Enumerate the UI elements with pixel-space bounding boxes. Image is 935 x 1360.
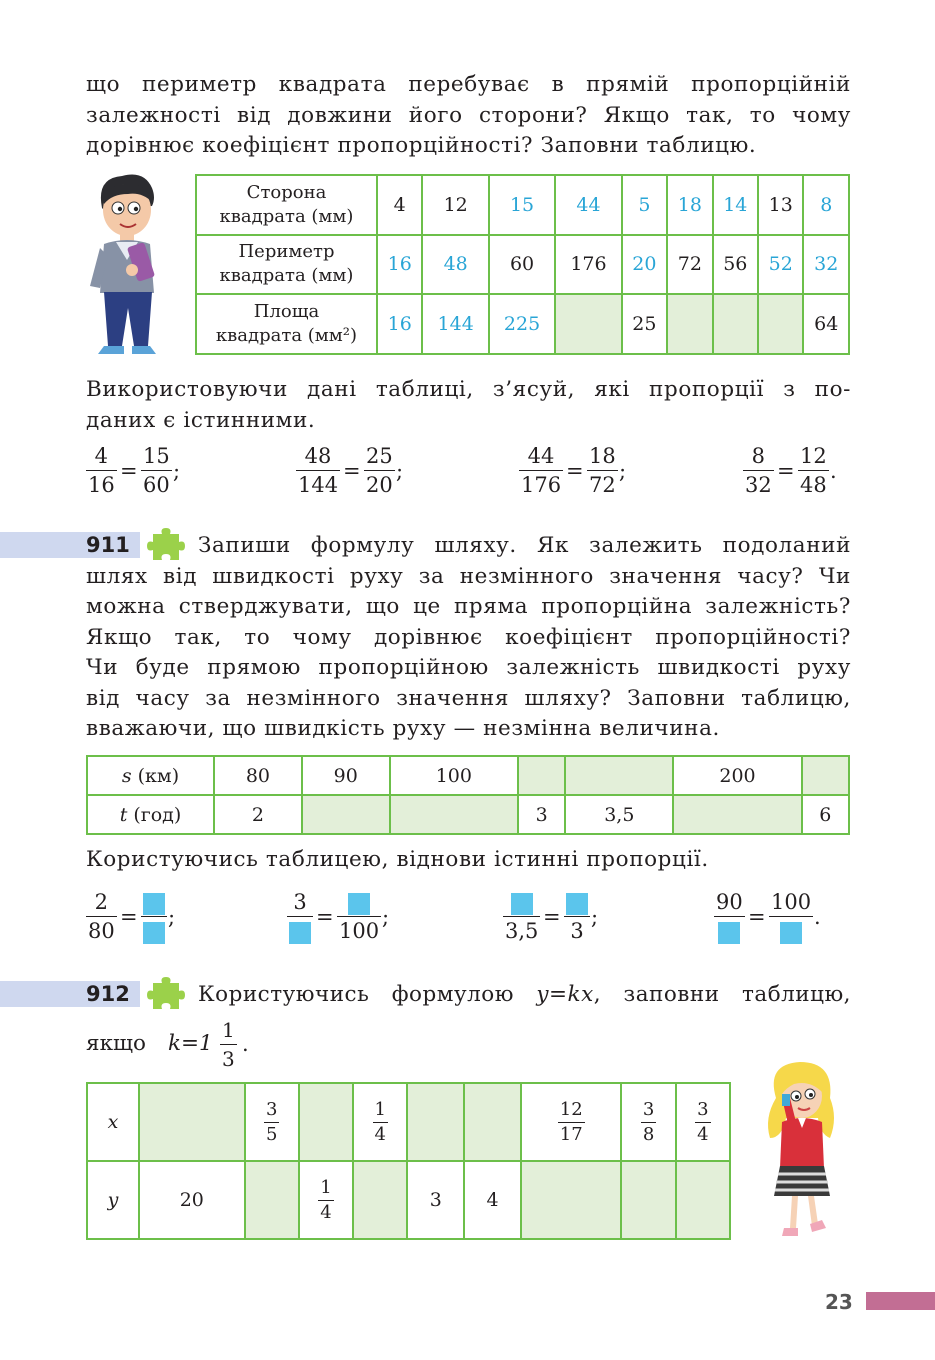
denominator bbox=[287, 917, 313, 945]
task-line: Запиши формулу шляху. Як залежить подоланий bbox=[198, 533, 851, 558]
row-label: x bbox=[87, 1083, 139, 1161]
denominator: 4 bbox=[374, 1123, 386, 1145]
instruction-line: даних є істинними. bbox=[86, 407, 316, 433]
task-911-number: 911 bbox=[86, 533, 130, 557]
answer-square bbox=[289, 922, 311, 944]
numerator bbox=[346, 888, 372, 916]
table-cell bbox=[299, 1161, 353, 1239]
equals-sign: = bbox=[316, 905, 334, 929]
denominator: 80 bbox=[88, 919, 115, 943]
table-cell: 2 bbox=[214, 795, 302, 834]
table-cell: 56 bbox=[713, 235, 758, 295]
table-cell: 20 bbox=[622, 235, 667, 295]
table-cell bbox=[518, 756, 565, 795]
task-line: вважаючи, що швидкість руху — незмінна величина. bbox=[86, 716, 720, 741]
punctuation: ; bbox=[382, 905, 390, 929]
punctuation: . bbox=[814, 905, 821, 929]
table-cell: 80 bbox=[214, 756, 302, 795]
cell-fraction bbox=[643, 1098, 654, 1147]
table-cell bbox=[139, 1083, 245, 1161]
fraction-right bbox=[798, 442, 829, 499]
table-cell: 100 bbox=[390, 756, 518, 795]
denominator: 20 bbox=[366, 473, 393, 497]
answer-square bbox=[143, 922, 165, 944]
girl-illustration bbox=[758, 1058, 848, 1243]
fraction-left bbox=[86, 888, 117, 945]
row-label-line: квадрата (мм) bbox=[219, 205, 354, 227]
table-cell bbox=[565, 756, 673, 795]
table-cell bbox=[676, 1083, 730, 1161]
cell-fraction bbox=[320, 1176, 331, 1225]
row-label-line: Площа bbox=[253, 301, 320, 323]
cell-fraction bbox=[560, 1098, 583, 1147]
k-end: . bbox=[242, 1032, 249, 1056]
equals-sign: = bbox=[343, 459, 361, 483]
table-cell bbox=[621, 1083, 675, 1161]
equals-sign: = bbox=[543, 905, 561, 929]
row-label-line: квадрата (мм²) bbox=[215, 325, 358, 347]
answer-square bbox=[566, 893, 588, 915]
table-cell: 64 bbox=[803, 294, 849, 354]
speed-table bbox=[86, 755, 850, 835]
equals-sign: = bbox=[120, 905, 138, 929]
table-row bbox=[196, 235, 849, 295]
numerator: 3 bbox=[642, 1098, 655, 1120]
answer-square bbox=[780, 922, 802, 944]
k-condition: якщо bbox=[86, 1031, 146, 1056]
denominator bbox=[778, 917, 804, 945]
unit: (км) bbox=[131, 764, 180, 787]
fraction-right bbox=[769, 888, 813, 945]
denominator: 100 bbox=[339, 919, 380, 943]
answer-square bbox=[511, 893, 533, 915]
intro-paragraph bbox=[86, 70, 851, 162]
table-cell: 5 bbox=[622, 175, 667, 235]
row-label bbox=[87, 795, 214, 834]
denominator: 144 bbox=[298, 473, 339, 497]
instruction-line: Користуючись таблицею, віднови істинні пропорції. bbox=[86, 847, 709, 872]
denominator: 8 bbox=[642, 1123, 655, 1145]
table-cell bbox=[299, 1083, 353, 1161]
table-cell bbox=[555, 294, 621, 354]
table-cell bbox=[245, 1083, 299, 1161]
intro-line: залежності від довжини його сторони? Якщо так, то чому bbox=[86, 102, 851, 128]
square-table bbox=[195, 174, 850, 355]
table-cell: 15 bbox=[489, 175, 555, 235]
table-cell: 48 bbox=[422, 235, 488, 295]
numerator: 3 bbox=[293, 890, 307, 914]
task-line: Користуючись формулою y=kx, заповни таблицю, bbox=[198, 982, 852, 1007]
punctuation: ; bbox=[168, 905, 176, 929]
xy-table bbox=[86, 1082, 731, 1240]
fraction-right bbox=[141, 442, 172, 499]
numerator: 3 bbox=[697, 1098, 709, 1120]
k-value: k=1 bbox=[168, 1031, 213, 1056]
denominator: 3,5 bbox=[505, 919, 539, 943]
row-label-line: Сторона bbox=[246, 181, 327, 203]
table-cell bbox=[676, 1161, 730, 1239]
row-label bbox=[196, 175, 377, 235]
punctuation: ; bbox=[619, 459, 627, 483]
intro-line: дорівнює коефіцієнт пропорційності? Заповни таблицю. bbox=[86, 133, 757, 158]
numerator: 48 bbox=[304, 444, 332, 468]
table-row bbox=[196, 175, 849, 235]
denominator: 60 bbox=[143, 473, 170, 497]
table-cell bbox=[464, 1083, 521, 1161]
task-line: можна стверджувати, що це пряма пропорційна залежність? bbox=[86, 594, 851, 619]
table-cell: 32 bbox=[803, 235, 849, 295]
task-line: Якщо так, то чому дорівнює коефіцієнт пропорційності? bbox=[86, 624, 851, 650]
denominator: 48 bbox=[800, 473, 827, 497]
table-cell bbox=[302, 795, 390, 834]
table-cell: 225 bbox=[489, 294, 555, 354]
fraction-right bbox=[587, 442, 618, 499]
numerator: 100 bbox=[771, 890, 812, 914]
punctuation: . bbox=[830, 459, 837, 483]
fraction-left bbox=[743, 442, 774, 499]
table-cell: 200 bbox=[673, 756, 801, 795]
table-row bbox=[87, 756, 849, 795]
answer-square bbox=[143, 893, 165, 915]
row-label-line: квадрата (мм) bbox=[219, 265, 354, 287]
denominator: 72 bbox=[589, 473, 616, 497]
row-label bbox=[196, 235, 377, 295]
numerator: 18 bbox=[589, 444, 616, 468]
proportions-instruction bbox=[86, 375, 851, 436]
formula: y=kx bbox=[536, 982, 594, 1007]
table-cell: 4 bbox=[464, 1161, 521, 1239]
denominator: 16 bbox=[88, 473, 115, 497]
unit: (год) bbox=[127, 803, 182, 826]
cell-fraction bbox=[697, 1098, 708, 1147]
task-line: від часу за незмінного значення шляху? Заповни таблицю, bbox=[86, 685, 851, 711]
table-cell: 6 bbox=[802, 795, 849, 834]
fraction-right bbox=[337, 888, 381, 945]
table-cell: 3,5 bbox=[565, 795, 673, 834]
task-line: шлях від швидкості руху за незмінного значення часу? Чи bbox=[86, 563, 851, 589]
equals-sign: = bbox=[566, 459, 584, 483]
table-cell bbox=[758, 294, 803, 354]
fraction-right bbox=[364, 442, 395, 499]
row-label: y bbox=[87, 1161, 139, 1239]
table-cell: 16 bbox=[377, 235, 422, 295]
table-cell bbox=[621, 1161, 675, 1239]
table-cell bbox=[673, 795, 801, 834]
table-cell bbox=[521, 1161, 621, 1239]
numerator: 1 bbox=[320, 1176, 332, 1198]
row-label bbox=[87, 756, 214, 795]
table-cell: 25 bbox=[622, 294, 667, 354]
table-cell: 13 bbox=[758, 175, 803, 235]
table-cell bbox=[802, 756, 849, 795]
table-row bbox=[87, 1083, 730, 1161]
table-cell: 14 bbox=[713, 175, 758, 235]
fraction-right bbox=[141, 888, 167, 945]
table-cell bbox=[713, 294, 758, 354]
intro-line: що периметр квадрата перебуває в прямій пропорційній bbox=[86, 72, 851, 97]
table-cell: 12 bbox=[422, 175, 488, 235]
denominator: 4 bbox=[697, 1123, 709, 1145]
restore-instruction bbox=[86, 845, 851, 876]
numerator: 44 bbox=[527, 444, 555, 468]
table-cell: 176 bbox=[555, 235, 621, 295]
row-label bbox=[196, 294, 377, 354]
numerator: 3 bbox=[266, 1098, 278, 1120]
table-cell bbox=[353, 1161, 407, 1239]
answer-square bbox=[348, 893, 370, 915]
numerator: 12 bbox=[559, 1098, 583, 1120]
boy-illustration bbox=[82, 168, 182, 358]
task-912-text bbox=[86, 980, 851, 1011]
table-cell bbox=[521, 1083, 621, 1161]
table-cell: 3 bbox=[407, 1161, 464, 1239]
footer-bar bbox=[866, 1292, 935, 1310]
equals-sign: = bbox=[777, 459, 795, 483]
numerator: 15 bbox=[143, 444, 170, 468]
cell-fraction bbox=[266, 1098, 277, 1147]
instruction-line: Використовуючи дані таблиці, з’ясуй, які пропорції з по- bbox=[86, 377, 851, 402]
denominator: 4 bbox=[320, 1201, 332, 1223]
table-cell: 8 bbox=[803, 175, 849, 235]
table-cell bbox=[353, 1083, 407, 1161]
variable: t bbox=[119, 803, 128, 826]
fraction-right bbox=[564, 888, 590, 945]
fraction-left bbox=[296, 442, 340, 499]
fraction-left bbox=[714, 888, 745, 945]
table-cell: 20 bbox=[139, 1161, 245, 1239]
denominator: 3 bbox=[570, 919, 584, 943]
denominator: 5 bbox=[266, 1123, 278, 1145]
denominator bbox=[716, 917, 742, 945]
table-cell: 144 bbox=[422, 294, 488, 354]
fraction-left bbox=[519, 442, 563, 499]
denominator: 32 bbox=[745, 473, 772, 497]
table-cell: 3 bbox=[518, 795, 565, 834]
numerator bbox=[141, 888, 167, 916]
table-row bbox=[87, 1161, 730, 1239]
equals-sign: = bbox=[748, 905, 766, 929]
fraction-left bbox=[503, 888, 540, 945]
table-cell bbox=[667, 294, 712, 354]
row-label-line: Периметр bbox=[238, 241, 335, 263]
table-cell: 52 bbox=[758, 235, 803, 295]
table-row bbox=[87, 795, 849, 834]
numerator: 12 bbox=[800, 444, 827, 468]
numerator: 4 bbox=[94, 444, 109, 468]
fraction-left bbox=[287, 888, 313, 945]
equals-sign: = bbox=[120, 459, 138, 483]
task-912-number: 912 bbox=[86, 982, 130, 1006]
punctuation: ; bbox=[591, 905, 599, 929]
page-number: 23 bbox=[825, 1290, 853, 1314]
table-cell: 4 bbox=[377, 175, 422, 235]
task-911-text bbox=[86, 531, 851, 745]
numerator: 25 bbox=[366, 444, 393, 468]
numerator bbox=[564, 888, 590, 916]
table-cell: 18 bbox=[667, 175, 712, 235]
table-cell: 60 bbox=[489, 235, 555, 295]
table-cell bbox=[390, 795, 518, 834]
punctuation: ; bbox=[396, 459, 404, 483]
numerator: 8 bbox=[751, 444, 766, 468]
denominator: 176 bbox=[521, 473, 562, 497]
numerator bbox=[509, 888, 535, 916]
table-cell: 72 bbox=[667, 235, 712, 295]
table-cell bbox=[245, 1161, 299, 1239]
table-row bbox=[196, 294, 849, 354]
fraction-left bbox=[86, 442, 117, 499]
table-cell: 16 bbox=[377, 294, 422, 354]
k-fraction: 1 3 bbox=[222, 1018, 235, 1071]
answer-square bbox=[718, 922, 740, 944]
variable: s bbox=[121, 764, 132, 787]
table-cell: 90 bbox=[302, 756, 390, 795]
numerator: 2 bbox=[94, 890, 109, 914]
table-cell: 44 bbox=[555, 175, 621, 235]
numerator: 90 bbox=[716, 890, 743, 914]
task-line: Чи буде прямою пропорційною залежність швидкості руху bbox=[86, 655, 851, 680]
denominator bbox=[141, 917, 167, 945]
denominator: 17 bbox=[559, 1123, 583, 1145]
numerator: 1 bbox=[374, 1098, 386, 1120]
cell-fraction bbox=[375, 1098, 386, 1147]
punctuation: ; bbox=[173, 459, 181, 483]
table-cell bbox=[407, 1083, 464, 1161]
